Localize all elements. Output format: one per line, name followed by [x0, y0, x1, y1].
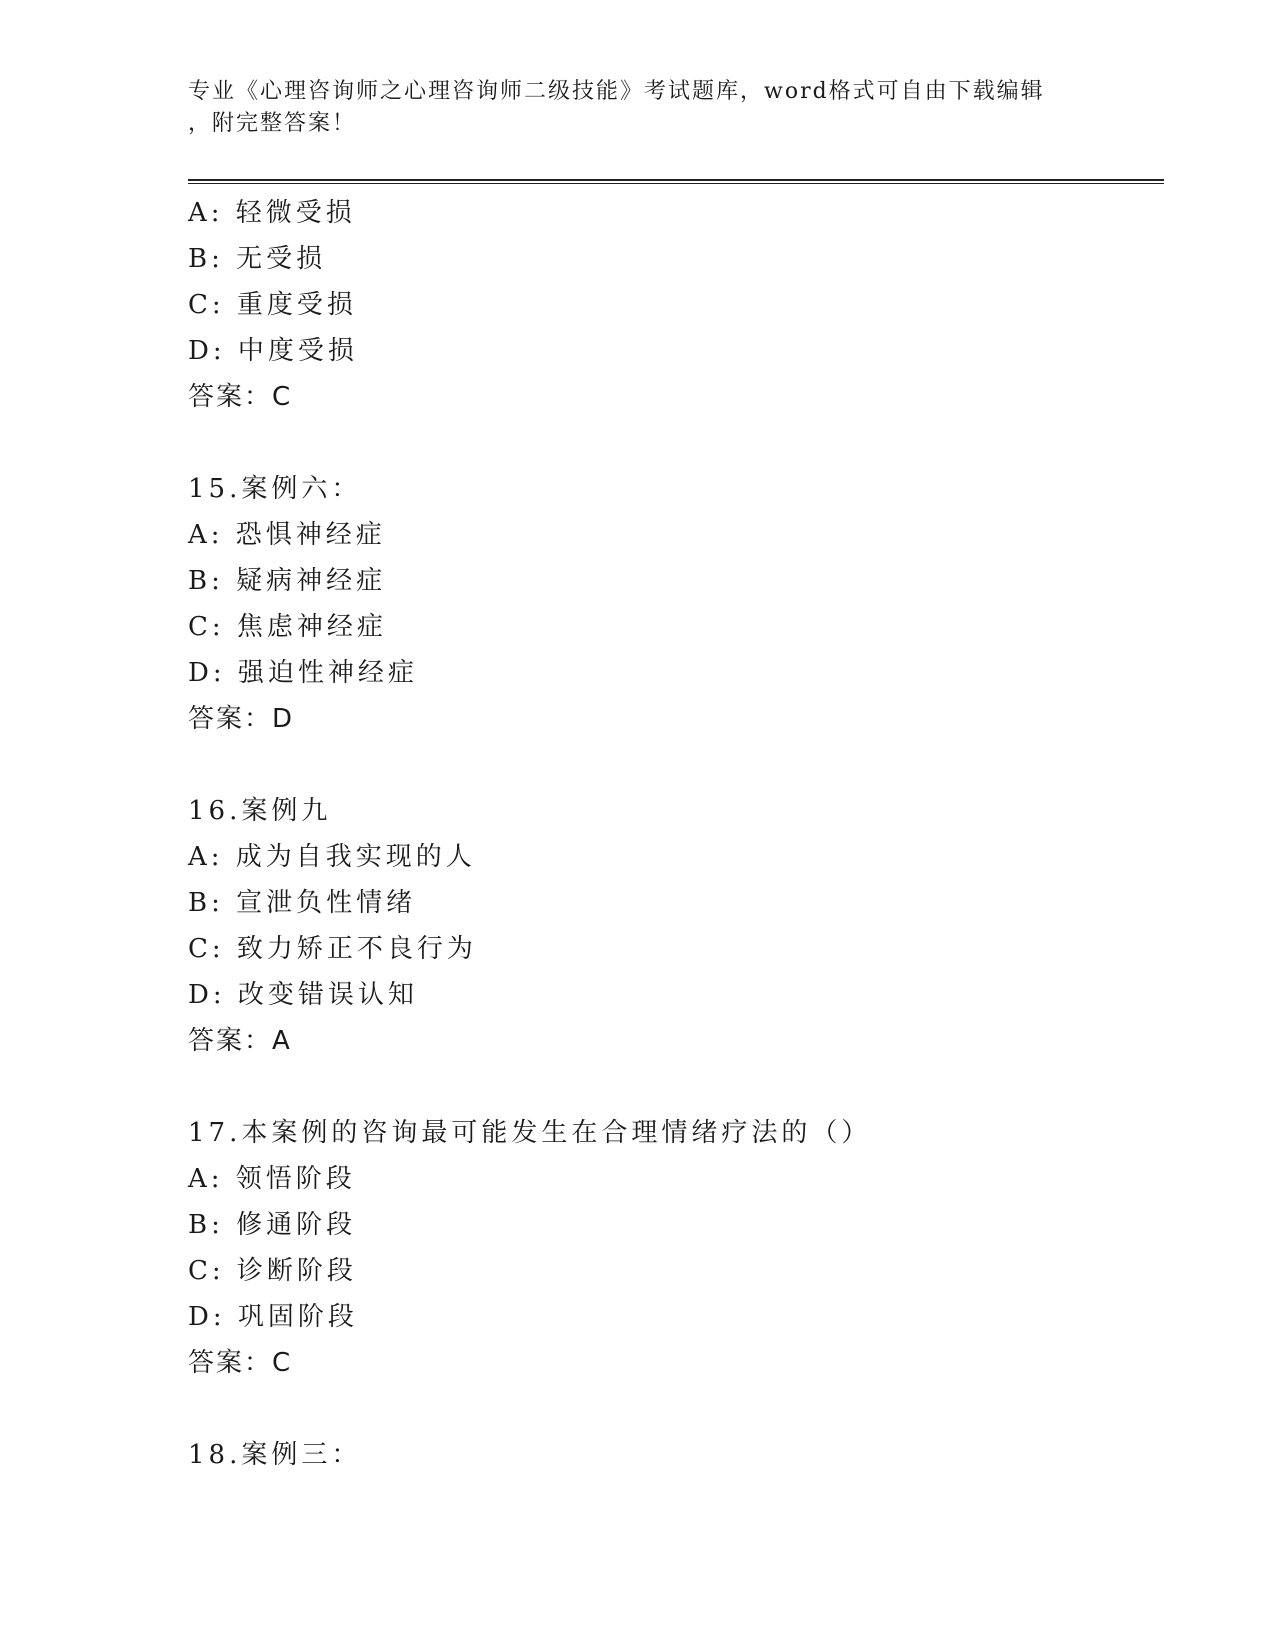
spacer — [188, 1064, 1164, 1110]
question-block — [188, 1432, 1164, 1478]
question-text: 18.案例三： — [188, 1440, 362, 1470]
header-divider — [188, 179, 1164, 184]
header-line-1: 专业《心理咨询师之心理咨询师二级技能》考试题库，word格式可自由下载编辑 — [188, 79, 1045, 104]
option-d: D: 改变错误认知 — [188, 980, 418, 1010]
option-b: B: 疑病神经症 — [188, 566, 387, 596]
answer-line: 答案：D — [188, 704, 295, 734]
document-header — [188, 76, 1088, 140]
question-block — [188, 466, 1164, 742]
option-b: B: 修通阶段 — [188, 1210, 357, 1240]
option-d: D: 巩固阶段 — [188, 1302, 358, 1332]
question-text: 16.案例九 — [188, 796, 332, 826]
option-c: C: 诊断阶段 — [188, 1256, 357, 1286]
answer-line: 答案：A — [188, 1026, 292, 1056]
option-c: C: 重度受损 — [188, 290, 357, 320]
question-list — [188, 190, 1164, 1478]
option-b: B: 无受损 — [188, 244, 327, 274]
spacer — [188, 1386, 1164, 1432]
answer-line: 答案：C — [188, 382, 293, 412]
option-a: A: 恐惧神经症 — [188, 520, 386, 550]
option-c: C: 致力矫正不良行为 — [188, 934, 477, 964]
option-d: D: 中度受损 — [188, 336, 358, 366]
question-text: 15.案例六： — [188, 474, 362, 504]
option-d: D: 强迫性神经症 — [188, 658, 418, 688]
option-a: A: 领悟阶段 — [188, 1164, 356, 1194]
option-b: B: 宣泄负性情绪 — [188, 888, 417, 918]
spacer — [188, 420, 1164, 466]
spacer — [188, 742, 1164, 788]
header-line-2: ，附完整答案！ — [188, 111, 357, 136]
option-a: A: 成为自我实现的人 — [188, 842, 476, 872]
question-block — [188, 1110, 1164, 1386]
answer-line: 答案：C — [188, 1348, 293, 1378]
question-block — [188, 788, 1164, 1064]
question-block — [188, 190, 1164, 420]
option-a: A: 轻微受损 — [188, 198, 356, 228]
option-c: C: 焦虑神经症 — [188, 612, 387, 642]
question-text: 17.本案例的咨询最可能发生在合理情绪疗法的（） — [188, 1118, 872, 1148]
